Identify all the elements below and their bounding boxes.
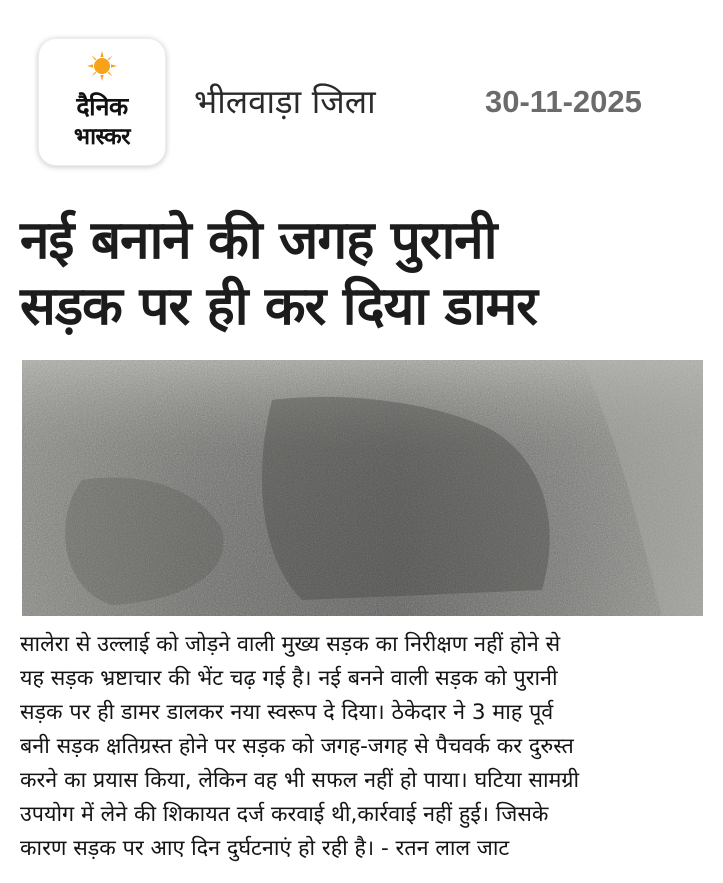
edition-date: 30-11-2025 — [485, 84, 642, 119]
body-line: कारण सड़क पर आए दिन दुर्घटनाएं हो रही है। - रतन लाल जाट — [20, 836, 510, 861]
headline — [20, 208, 710, 340]
body-line: यह सड़क भ्रष्टाचार की भेंट चढ़ गई है। नई बनने वाली सड़क को पुरानी — [20, 666, 558, 691]
headline-line-2: सड़क पर ही कर दिया डामर — [20, 276, 537, 337]
district-label: भीलवाड़ा जिला — [194, 82, 376, 121]
body-line: करने का प्रयास किया, लेकिन वह भी सफल नहीं हो पाया। घटिया सामग्री — [20, 768, 580, 793]
headline-line-1: नई बनाने की जगह पुरानी — [20, 210, 497, 271]
article-body — [20, 628, 710, 866]
road-photo — [22, 360, 703, 616]
body-line: सड़क पर ही डामर डालकर नया स्वरूप दे दिया। ठेकेदार ने 3 माह पूर्व — [20, 700, 554, 725]
logo-text-line1: दैनिक — [76, 92, 128, 121]
logo-text-line2: भास्कर — [73, 124, 131, 150]
body-line: बनी सड़क क्षतिग्रस्त होने पर सड़क को जगह-जगह से पैचवर्क कर दुरुस्त — [20, 734, 574, 759]
dainik-bhaskar-logo — [38, 38, 166, 166]
body-line: उपयोग में लेने की शिकायत दर्ज करवाई थी,कार्रवाई नहीं हुई। जिसके — [20, 802, 549, 827]
road-surface-image — [22, 360, 703, 616]
sun-icon — [87, 51, 117, 81]
header — [0, 0, 723, 190]
body-line: सालेरा से उल्लाई को जोड़ने वाली मुख्य सड़क का निरीक्षण नहीं होने से — [20, 632, 561, 657]
